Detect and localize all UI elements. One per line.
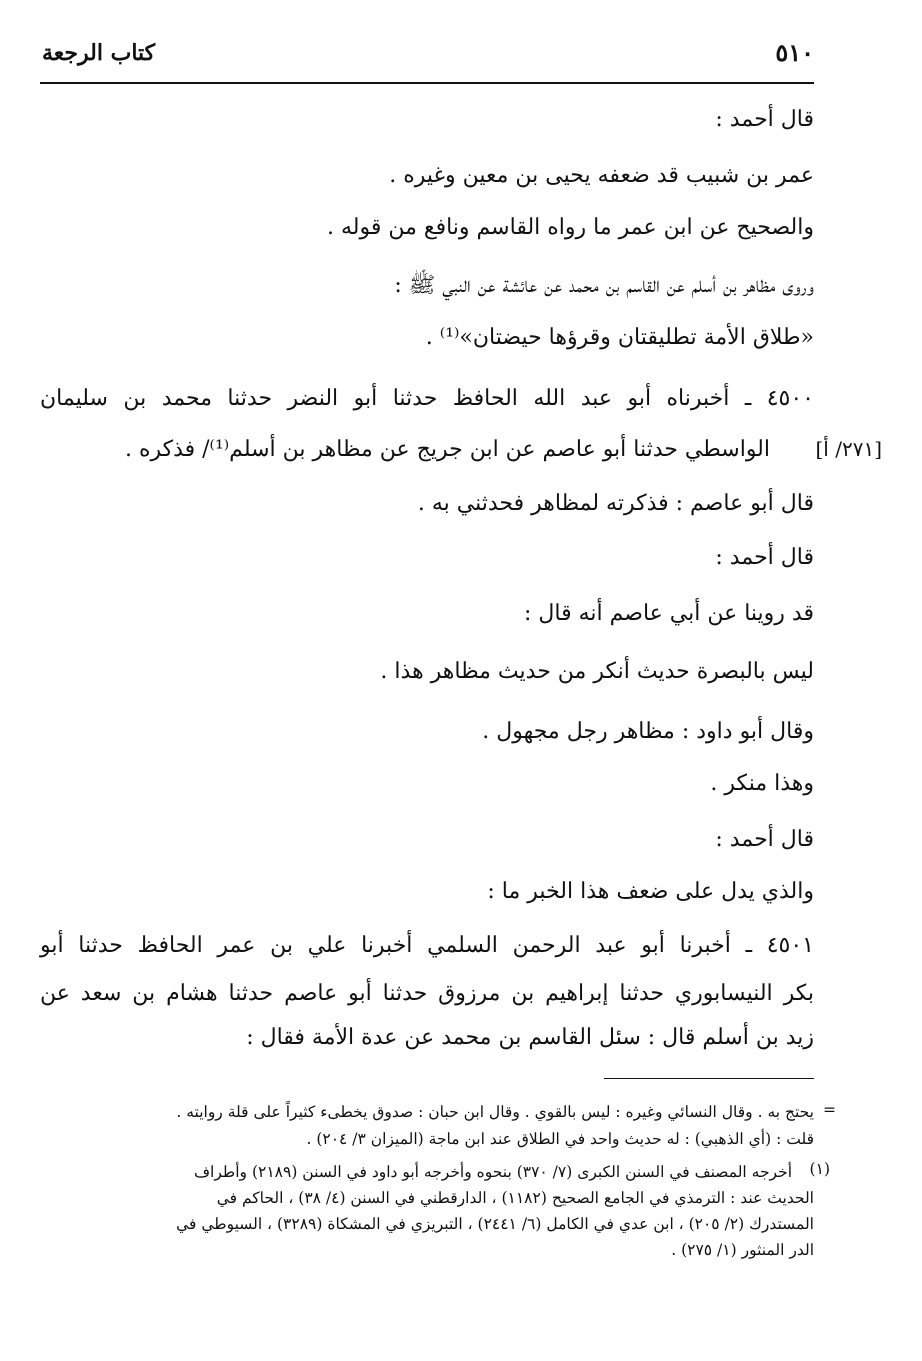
footnote-rule — [604, 1078, 814, 1079]
text-line: الواسطي حدثنا أبو عاصم عن ابن جريج عن مظاهر بن أسلم⁽¹⁾/ فذكره . — [124, 437, 770, 462]
header-rule — [40, 82, 814, 84]
text-line: قال أحمد : — [715, 545, 814, 570]
text-line: بكر النيسابوري حدثنا إبراهيم بن مرزوق حدثنا أبو عاصم حدثنا هشام بن سعد عن — [40, 981, 814, 1006]
running-header-title: كتاب الرجعة — [42, 40, 156, 66]
text-line: ليس بالبصرة حديث أنكر من حديث مظاهر هذا . — [380, 659, 814, 684]
text-line: وقال أبو داود : مظاهر رجل مجهول . — [482, 719, 814, 744]
footnote-line: يحتج به . وقال النسائي وغيره : ليس بالقوي . وقال ابن حبان : صدوق يخطىء كثيراً على قلة روايته . — [176, 1103, 814, 1121]
footnote-continuation-marker: = — [823, 1101, 836, 1119]
manuscript-folio-ref: [٢٧١/ أ] — [815, 437, 882, 461]
text-line: والذي يدل على ضعف هذا الخبر ما : — [487, 879, 814, 904]
text-line: قال أحمد : — [715, 107, 814, 132]
page-number: ٥١٠ — [775, 38, 814, 67]
hadith-quote: «طلاق الأمة تطليقتان وقرؤها حيضتان»⁽¹⁾ . — [425, 325, 814, 350]
text-line: وهذا منكر . — [710, 771, 814, 796]
hadith-4501-line: ٤٥٠١ ـ أخبرنا أبو عبد الرحمن السلمي أخبرنا علي بن عمر الحافظ حدثنا أبو — [40, 933, 814, 958]
text-line: قال أحمد : — [715, 827, 814, 852]
footnote-line: الدر المنثور (١/ ٢٧٥) . — [671, 1241, 814, 1259]
footnote-line: قلت : (أي الذهبي) : له حديث واحد في الطلاق عند ابن ماجة (الميزان ٣/ ٢٠٤) . — [306, 1130, 814, 1148]
text-line: عمر بن شبيب قد ضعفه يحيى بن معين وغيره . — [389, 163, 814, 188]
footnote-line: المستدرك (٢/ ٢٠٥) ، ابن عدي في الكامل (٦/ ٢٤٤١) ، التبريزي في المشكاة (٣٢٨٩) ، السيوطي في — [176, 1215, 814, 1233]
text-line: قال أبو عاصم : فذكرته لمظاهر فحدثني به . — [417, 491, 814, 516]
text-line: والصحيح عن ابن عمر ما رواه القاسم ونافع من قوله . — [326, 215, 814, 240]
text-line: وروى مظاهر بن أسلم عن القاسم بن محمد عن عائشة عن النبي ﷺ : — [394, 273, 814, 298]
footnote-line: الحديث عند : الترمذي في الجامع الصحيح (١١٨٢) ، الدارقطني في السنن (٤/ ٣٨) ، الحاكم في — [216, 1189, 814, 1207]
text-line: قد روينا عن أبي عاصم أنه قال : — [524, 601, 814, 626]
text-line: زيد بن أسلم قال : سئل القاسم بن محمد عن عدة الأمة فقال : — [246, 1025, 814, 1050]
footnote-line: أخرجه المصنف في السنن الكبرى (٧/ ٣٧٠) بنحوه وأخرجه أبو داود في السنن (٢١٨٩) وأطراف — [193, 1163, 792, 1181]
hadith-4500-line: ٤٥٠٠ ـ أخبرناه أبو عبد الله الحافظ حدثنا أبو النضر حدثنا محمد بن سليمان — [40, 386, 814, 411]
footnote-number: (١) — [809, 1160, 830, 1178]
